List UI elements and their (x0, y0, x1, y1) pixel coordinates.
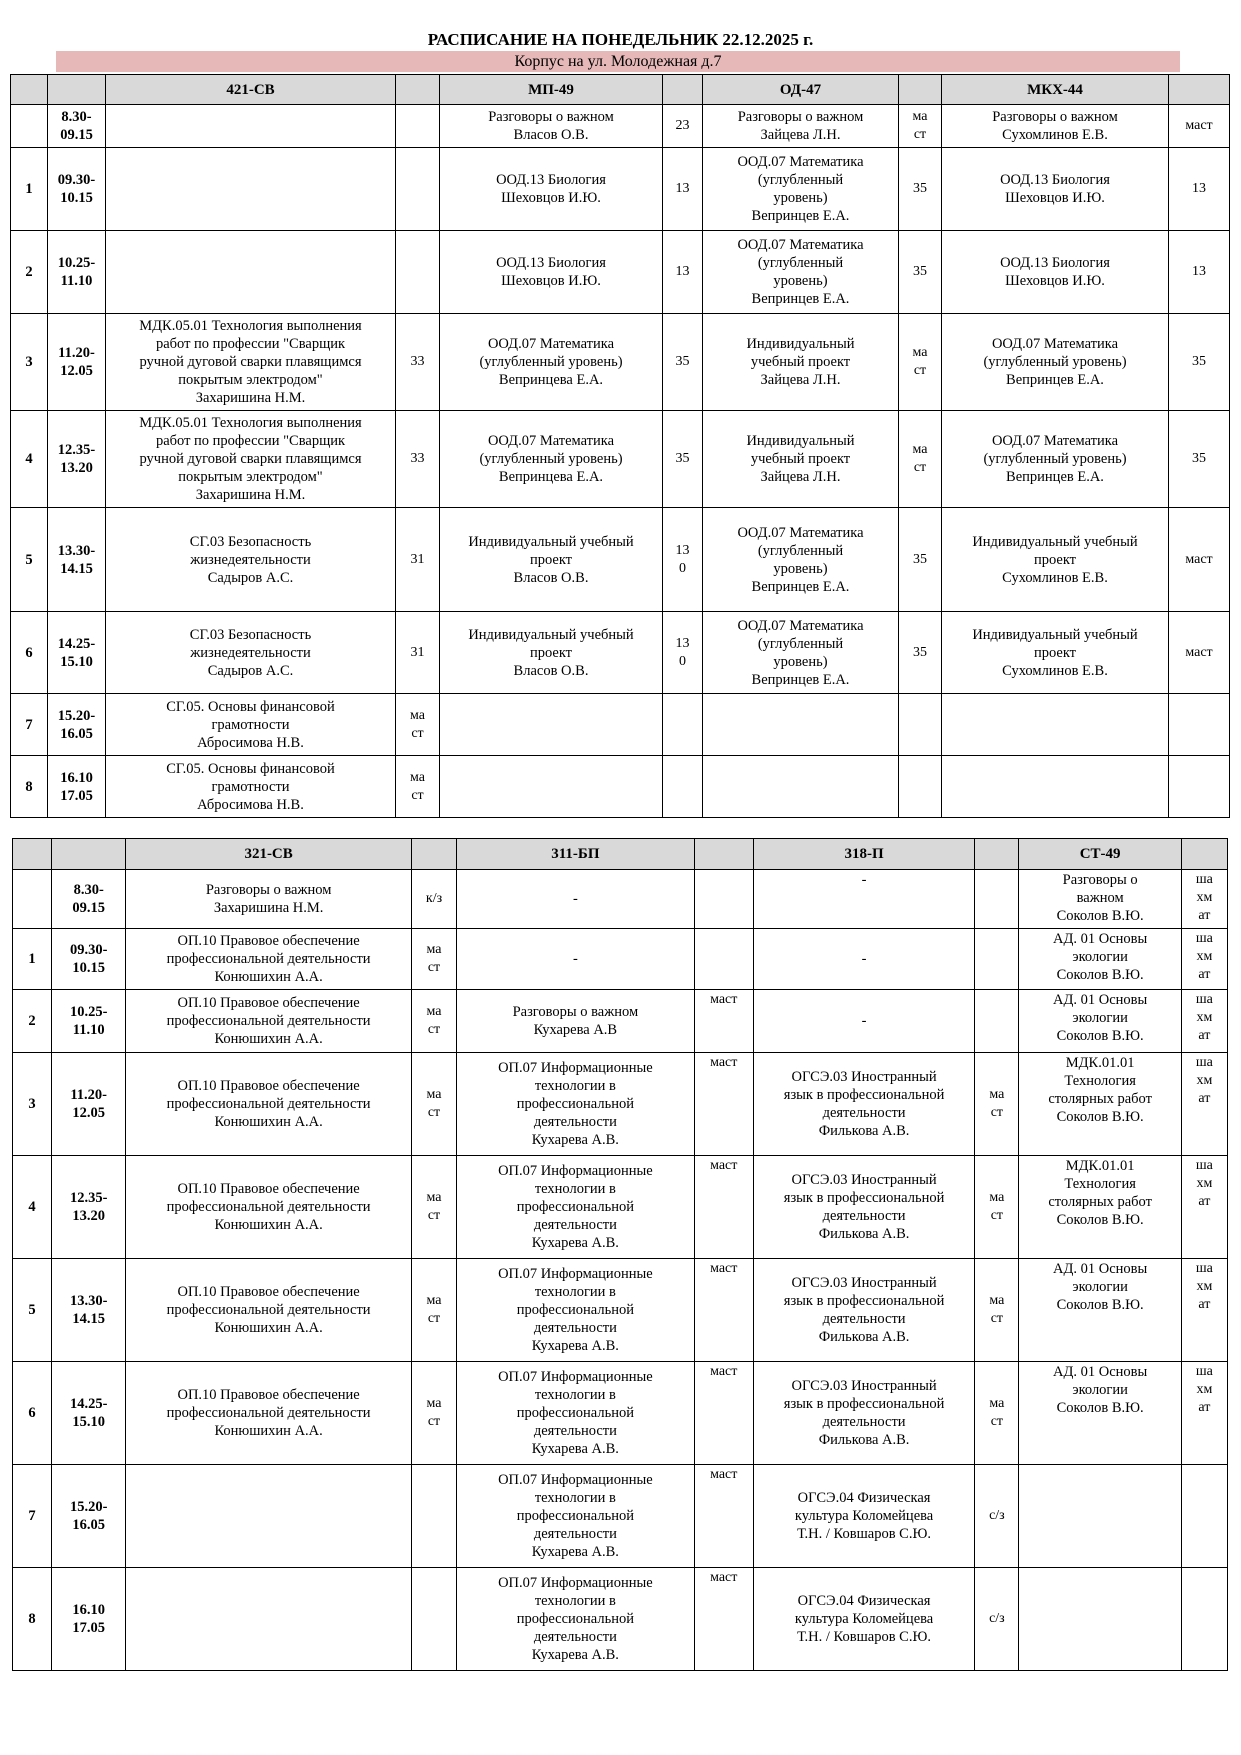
room-header (1169, 75, 1230, 105)
lesson-subject: Разговоры о важном Кухарева А.В (457, 990, 695, 1053)
group-header: МКХ-44 (942, 75, 1169, 105)
lesson-room: ма ст (411, 990, 456, 1053)
lesson-room (694, 929, 753, 990)
lesson-room: к/з (411, 870, 456, 929)
lesson-room: 13 (663, 231, 703, 314)
lesson-subject: ОГСЭ.03 Иностранный язык в профессиональной деятельности Филькова А.В. (753, 1156, 975, 1259)
lesson-time: 13.30- 14.15 (52, 1259, 126, 1362)
lesson-subject: СГ.03 Безопасность жизнедеятельности Садыров А.С. (106, 508, 396, 612)
lesson-subject: Индивидуальный учебный проект Зайцева Л.Н. (703, 411, 899, 508)
lesson-room: ма ст (975, 1259, 1019, 1362)
table-row (11, 105, 1230, 148)
lesson-subject: МДК.05.01 Технология выполнения работ по профессии "Сварщик ручной дуговой сварки плавящимся покрытым электродом" Захаришина Н.М. (106, 411, 396, 508)
lesson-subject: Разговоры о важном Захаришина Н.М. (126, 870, 412, 929)
group-header: 311-БП (457, 839, 695, 870)
lesson-room: 35 (663, 314, 703, 411)
lesson-subject: - (753, 990, 975, 1053)
lesson-subject: МДК.01.01 Технология столярных работ Соколов В.Ю. (1019, 1053, 1181, 1156)
lesson-number: 8 (11, 756, 48, 818)
lesson-room (975, 929, 1019, 990)
group-header: 318-П (753, 839, 975, 870)
lesson-number: 5 (11, 508, 48, 612)
lesson-subject: ООД.13 Биология Шеховцов И.Ю. (942, 231, 1169, 314)
room-header (899, 75, 942, 105)
lesson-time: 16.10 17.05 (52, 1568, 126, 1671)
lesson-room: маст (694, 1053, 753, 1156)
table-row (13, 929, 1228, 990)
lesson-number: 6 (11, 612, 48, 694)
lesson-number: 4 (13, 1156, 52, 1259)
lesson-subject: СГ.05. Основы финансовой грамотности Абросимова Н.В. (106, 694, 396, 756)
group-header: 321-СВ (126, 839, 412, 870)
lesson-room: 13 (663, 148, 703, 231)
lesson-subject: МДК.05.01 Технология выполнения работ по профессии "Сварщик ручной дуговой сварки плавящимся покрытым электродом" Захаришина Н.М. (106, 314, 396, 411)
lesson-room: 13 (1169, 231, 1230, 314)
table-row (11, 411, 1230, 508)
lesson-room (1181, 1568, 1227, 1671)
table-row (11, 756, 1230, 818)
group-header: МП-49 (440, 75, 663, 105)
lesson-subject: Разговоры о важном Зайцева Л.Н. (703, 105, 899, 148)
lesson-room: ша хм ат (1181, 870, 1227, 929)
lesson-number: 4 (11, 411, 48, 508)
table-row (11, 694, 1230, 756)
lesson-number: 3 (11, 314, 48, 411)
lesson-subject (1019, 1568, 1181, 1671)
lesson-subject: - (457, 870, 695, 929)
lesson-subject: ОГСЭ.04 Физическая культура Коломейцева Т.Н. / Ковшаров С.Ю. (753, 1568, 975, 1671)
table-row (13, 870, 1228, 929)
lesson-subject (106, 105, 396, 148)
lesson-time: 11.20- 12.05 (52, 1053, 126, 1156)
building-label: Корпус на ул. Молодежная д.7 (56, 51, 1180, 72)
lesson-time: 11.20- 12.05 (48, 314, 106, 411)
lesson-subject: ОП.07 Информационные технологии в профессиональной деятельности Кухарева А.В. (457, 1465, 695, 1568)
lesson-room: ма ст (975, 1156, 1019, 1259)
lesson-room: 31 (396, 508, 440, 612)
lesson-subject: АД. 01 Основы экологии Соколов В.Ю. (1019, 1259, 1181, 1362)
lesson-subject: ОП.07 Информационные технологии в профессиональной деятельности Кухарева А.В. (457, 1053, 695, 1156)
table-row (13, 1156, 1228, 1259)
lesson-subject: ООД.07 Математика (углубленный уровень) Вепринцев Е.А. (942, 314, 1169, 411)
lesson-subject: ОП.07 Информационные технологии в профессиональной деятельности Кухарева А.В. (457, 1362, 695, 1465)
lesson-room: 13 0 (663, 508, 703, 612)
lesson-time: 12.35- 13.20 (52, 1156, 126, 1259)
lesson-subject (703, 694, 899, 756)
table-row (13, 1568, 1228, 1671)
lesson-room: с/з (975, 1568, 1019, 1671)
lesson-room: 35 (899, 148, 942, 231)
lesson-number (11, 105, 48, 148)
lesson-number: 5 (13, 1259, 52, 1362)
lesson-subject: СГ.05. Основы финансовой грамотности Абросимова Н.В. (106, 756, 396, 818)
lesson-room (411, 1465, 456, 1568)
lesson-subject: Разговоры о важном Соколов В.Ю. (1019, 870, 1181, 929)
lesson-subject: МДК.01.01 Технология столярных работ Соколов В.Ю. (1019, 1156, 1181, 1259)
lesson-time: 14.25- 15.10 (52, 1362, 126, 1465)
lesson-time: 8.30- 09.15 (48, 105, 106, 148)
room-header (396, 75, 440, 105)
header-time (52, 839, 126, 870)
lesson-subject: - (457, 929, 695, 990)
lesson-room: ма ст (899, 314, 942, 411)
lesson-room (1169, 694, 1230, 756)
lesson-room (975, 990, 1019, 1053)
lesson-subject: АД. 01 Основы экологии Соколов В.Ю. (1019, 1362, 1181, 1465)
lesson-room: ма ст (899, 105, 942, 148)
table-row (13, 1053, 1228, 1156)
lesson-subject: ОП.07 Информационные технологии в профессиональной деятельности Кухарева А.В. (457, 1568, 695, 1671)
lesson-subject: ОГСЭ.04 Физическая культура Коломейцева Т.Н. / Ковшаров С.Ю. (753, 1465, 975, 1568)
lesson-room: 35 (899, 508, 942, 612)
lesson-subject: ООД.07 Математика (углубленный уровень) Вепринцева Е.А. (440, 411, 663, 508)
lesson-time: 8.30- 09.15 (52, 870, 126, 929)
table-row (11, 148, 1230, 231)
lesson-number: 6 (13, 1362, 52, 1465)
lesson-room: ша хм ат (1181, 1053, 1227, 1156)
lesson-room (396, 231, 440, 314)
table-row (13, 990, 1228, 1053)
lesson-subject: АД. 01 Основы экологии Соколов В.Ю. (1019, 990, 1181, 1053)
lesson-room: ма ст (411, 1053, 456, 1156)
lesson-time: 09.30- 10.15 (52, 929, 126, 990)
lesson-room: маст (1169, 508, 1230, 612)
lesson-number: 2 (13, 990, 52, 1053)
lesson-subject: ОП.10 Правовое обеспечение профессиональной деятельности Конюшихин А.А. (126, 1259, 412, 1362)
lesson-number: 8 (13, 1568, 52, 1671)
lesson-room: 13 0 (663, 612, 703, 694)
lesson-room: ма ст (411, 1156, 456, 1259)
lesson-room: маст (694, 1156, 753, 1259)
lesson-subject: ОГСЭ.03 Иностранный язык в профессиональной деятельности Филькова А.В. (753, 1259, 975, 1362)
lesson-number: 2 (11, 231, 48, 314)
header-num (13, 839, 52, 870)
lesson-room (396, 148, 440, 231)
lesson-time: 10.25- 11.10 (52, 990, 126, 1053)
lesson-subject: ОП.10 Правовое обеспечение профессиональной деятельности Конюшихин А.А. (126, 1156, 412, 1259)
lesson-room: ма ст (411, 1362, 456, 1465)
lesson-subject: - (753, 870, 975, 929)
lesson-room: 35 (1169, 411, 1230, 508)
lesson-time: 12.35- 13.20 (48, 411, 106, 508)
table-row (11, 508, 1230, 612)
lesson-subject: ООД.07 Математика (углубленный уровень) Вепринцева Е.А. (440, 314, 663, 411)
lesson-room (1181, 1465, 1227, 1568)
lesson-subject (942, 694, 1169, 756)
lesson-room: 35 (899, 231, 942, 314)
header-time (48, 75, 106, 105)
group-header: СТ-49 (1019, 839, 1181, 870)
lesson-subject (703, 756, 899, 818)
lesson-room: 33 (396, 314, 440, 411)
lesson-room (1169, 756, 1230, 818)
lesson-number: 7 (11, 694, 48, 756)
lesson-room: 31 (396, 612, 440, 694)
lesson-subject (126, 1465, 412, 1568)
lesson-room: ма ст (396, 694, 440, 756)
lesson-subject: ОП.10 Правовое обеспечение профессиональной деятельности Конюшихин А.А. (126, 990, 412, 1053)
lesson-room: ша хм ат (1181, 929, 1227, 990)
room-header (1181, 839, 1227, 870)
lesson-room: маст (694, 1362, 753, 1465)
table-row (11, 612, 1230, 694)
page-title: РАСПИСАНИЕ НА ПОНЕДЕЛЬНИК 22.12.2025 г. (427, 30, 814, 49)
lesson-room: ша хм ат (1181, 1362, 1227, 1465)
lesson-room: 13 (1169, 148, 1230, 231)
lesson-room: ма ст (411, 929, 456, 990)
lesson-room (975, 870, 1019, 929)
lesson-subject: Индивидуальный учебный проект Сухомлинов Е.В. (942, 612, 1169, 694)
lesson-room: маст (1169, 105, 1230, 148)
lesson-time: 13.30- 14.15 (48, 508, 106, 612)
lesson-room: маст (1169, 612, 1230, 694)
table-row (13, 1259, 1228, 1362)
header-num (11, 75, 48, 105)
table-row (13, 1362, 1228, 1465)
lesson-subject (106, 148, 396, 231)
lesson-room: маст (694, 1568, 753, 1671)
lesson-number (13, 870, 52, 929)
lesson-subject: ОП.10 Правовое обеспечение профессиональной деятельности Конюшихин А.А. (126, 929, 412, 990)
lesson-room (663, 756, 703, 818)
table-row (11, 314, 1230, 411)
lesson-room: 33 (396, 411, 440, 508)
lesson-room: ша хм ат (1181, 1156, 1227, 1259)
lesson-room: ша хм ат (1181, 1259, 1227, 1362)
lesson-room: с/з (975, 1465, 1019, 1568)
lesson-subject: ООД.07 Математика (углубленный уровень) Вепринцев Е.А. (703, 612, 899, 694)
lesson-time: 15.20- 16.05 (52, 1465, 126, 1568)
table-row (13, 1465, 1228, 1568)
lesson-number: 7 (13, 1465, 52, 1568)
lesson-room (396, 105, 440, 148)
lesson-subject: ООД.07 Математика (углубленный уровень) Вепринцев Е.А. (703, 508, 899, 612)
table-header-row (11, 75, 1230, 105)
room-header (694, 839, 753, 870)
group-header: 421-СВ (106, 75, 396, 105)
lesson-room (899, 756, 942, 818)
lesson-subject: ОГСЭ.03 Иностранный язык в профессиональной деятельности Филькова А.В. (753, 1053, 975, 1156)
lesson-number: 3 (13, 1053, 52, 1156)
lesson-subject: СГ.03 Безопасность жизнедеятельности Садыров А.С. (106, 612, 396, 694)
lesson-subject: Индивидуальный учебный проект Сухомлинов Е.В. (942, 508, 1169, 612)
table-row (11, 231, 1230, 314)
lesson-time: 14.25- 15.10 (48, 612, 106, 694)
lesson-subject: ООД.07 Математика (углубленный уровень) Вепринцев Е.А. (703, 231, 899, 314)
lesson-room: ма ст (975, 1053, 1019, 1156)
lesson-room: ма ст (411, 1259, 456, 1362)
lesson-room: ма ст (899, 411, 942, 508)
lesson-subject (942, 756, 1169, 818)
lesson-room: ма ст (396, 756, 440, 818)
lesson-room: 35 (663, 411, 703, 508)
lesson-room (411, 1568, 456, 1671)
lesson-subject: ОП.10 Правовое обеспечение профессиональной деятельности Конюшихин А.А. (126, 1362, 412, 1465)
lesson-room: маст (694, 1259, 753, 1362)
lesson-subject (106, 231, 396, 314)
lesson-subject (126, 1568, 412, 1671)
lesson-subject: Индивидуальный учебный проект Власов О.В. (440, 508, 663, 612)
lesson-subject: ОП.07 Информационные технологии в профессиональной деятельности Кухарева А.В. (457, 1259, 695, 1362)
lesson-time: 16.10 17.05 (48, 756, 106, 818)
lesson-room: 35 (1169, 314, 1230, 411)
lesson-room: маст (694, 990, 753, 1053)
lesson-subject: Разговоры о важном Сухомлинов Е.В. (942, 105, 1169, 148)
room-header (411, 839, 456, 870)
lesson-room: маст (694, 1465, 753, 1568)
lesson-subject: ООД.07 Математика (углубленный уровень) Вепринцев Е.А. (942, 411, 1169, 508)
lesson-subject: ООД.13 Биология Шеховцов И.Ю. (440, 148, 663, 231)
lesson-room: ша хм ат (1181, 990, 1227, 1053)
room-header (663, 75, 703, 105)
group-header: ОД-47 (703, 75, 899, 105)
lesson-subject: ОП.10 Правовое обеспечение профессиональной деятельности Конюшихин А.А. (126, 1053, 412, 1156)
lesson-subject (1019, 1465, 1181, 1568)
lesson-time: 09.30- 10.15 (48, 148, 106, 231)
lesson-room: 35 (899, 612, 942, 694)
lesson-subject: - (753, 929, 975, 990)
lesson-number: 1 (13, 929, 52, 990)
lesson-time: 15.20- 16.05 (48, 694, 106, 756)
lesson-subject: АД. 01 Основы экологии Соколов В.Ю. (1019, 929, 1181, 990)
lesson-subject: ООД.13 Биология Шеховцов И.Ю. (942, 148, 1169, 231)
lesson-room (663, 694, 703, 756)
lesson-subject (440, 694, 663, 756)
lesson-subject: Индивидуальный учебный проект Власов О.В. (440, 612, 663, 694)
lesson-subject: ОП.07 Информационные технологии в профессиональной деятельности Кухарева А.В. (457, 1156, 695, 1259)
table-header-row (13, 839, 1228, 870)
lesson-subject: ООД.13 Биология Шеховцов И.Ю. (440, 231, 663, 314)
lesson-subject (440, 756, 663, 818)
schedule-table-2 (12, 838, 1228, 1671)
lesson-number: 1 (11, 148, 48, 231)
lesson-subject: Индивидуальный учебный проект Зайцева Л.Н. (703, 314, 899, 411)
lesson-room: ма ст (975, 1362, 1019, 1465)
lesson-room (899, 694, 942, 756)
lesson-room (694, 870, 753, 929)
lesson-subject: Разговоры о важном Власов О.В. (440, 105, 663, 148)
room-header (975, 839, 1019, 870)
lesson-subject: ОГСЭ.03 Иностранный язык в профессиональной деятельности Филькова А.В. (753, 1362, 975, 1465)
schedule-table-1 (10, 74, 1230, 818)
lesson-subject: ООД.07 Математика (углубленный уровень) Вепринцев Е.А. (703, 148, 899, 231)
lesson-room: 23 (663, 105, 703, 148)
lesson-time: 10.25- 11.10 (48, 231, 106, 314)
